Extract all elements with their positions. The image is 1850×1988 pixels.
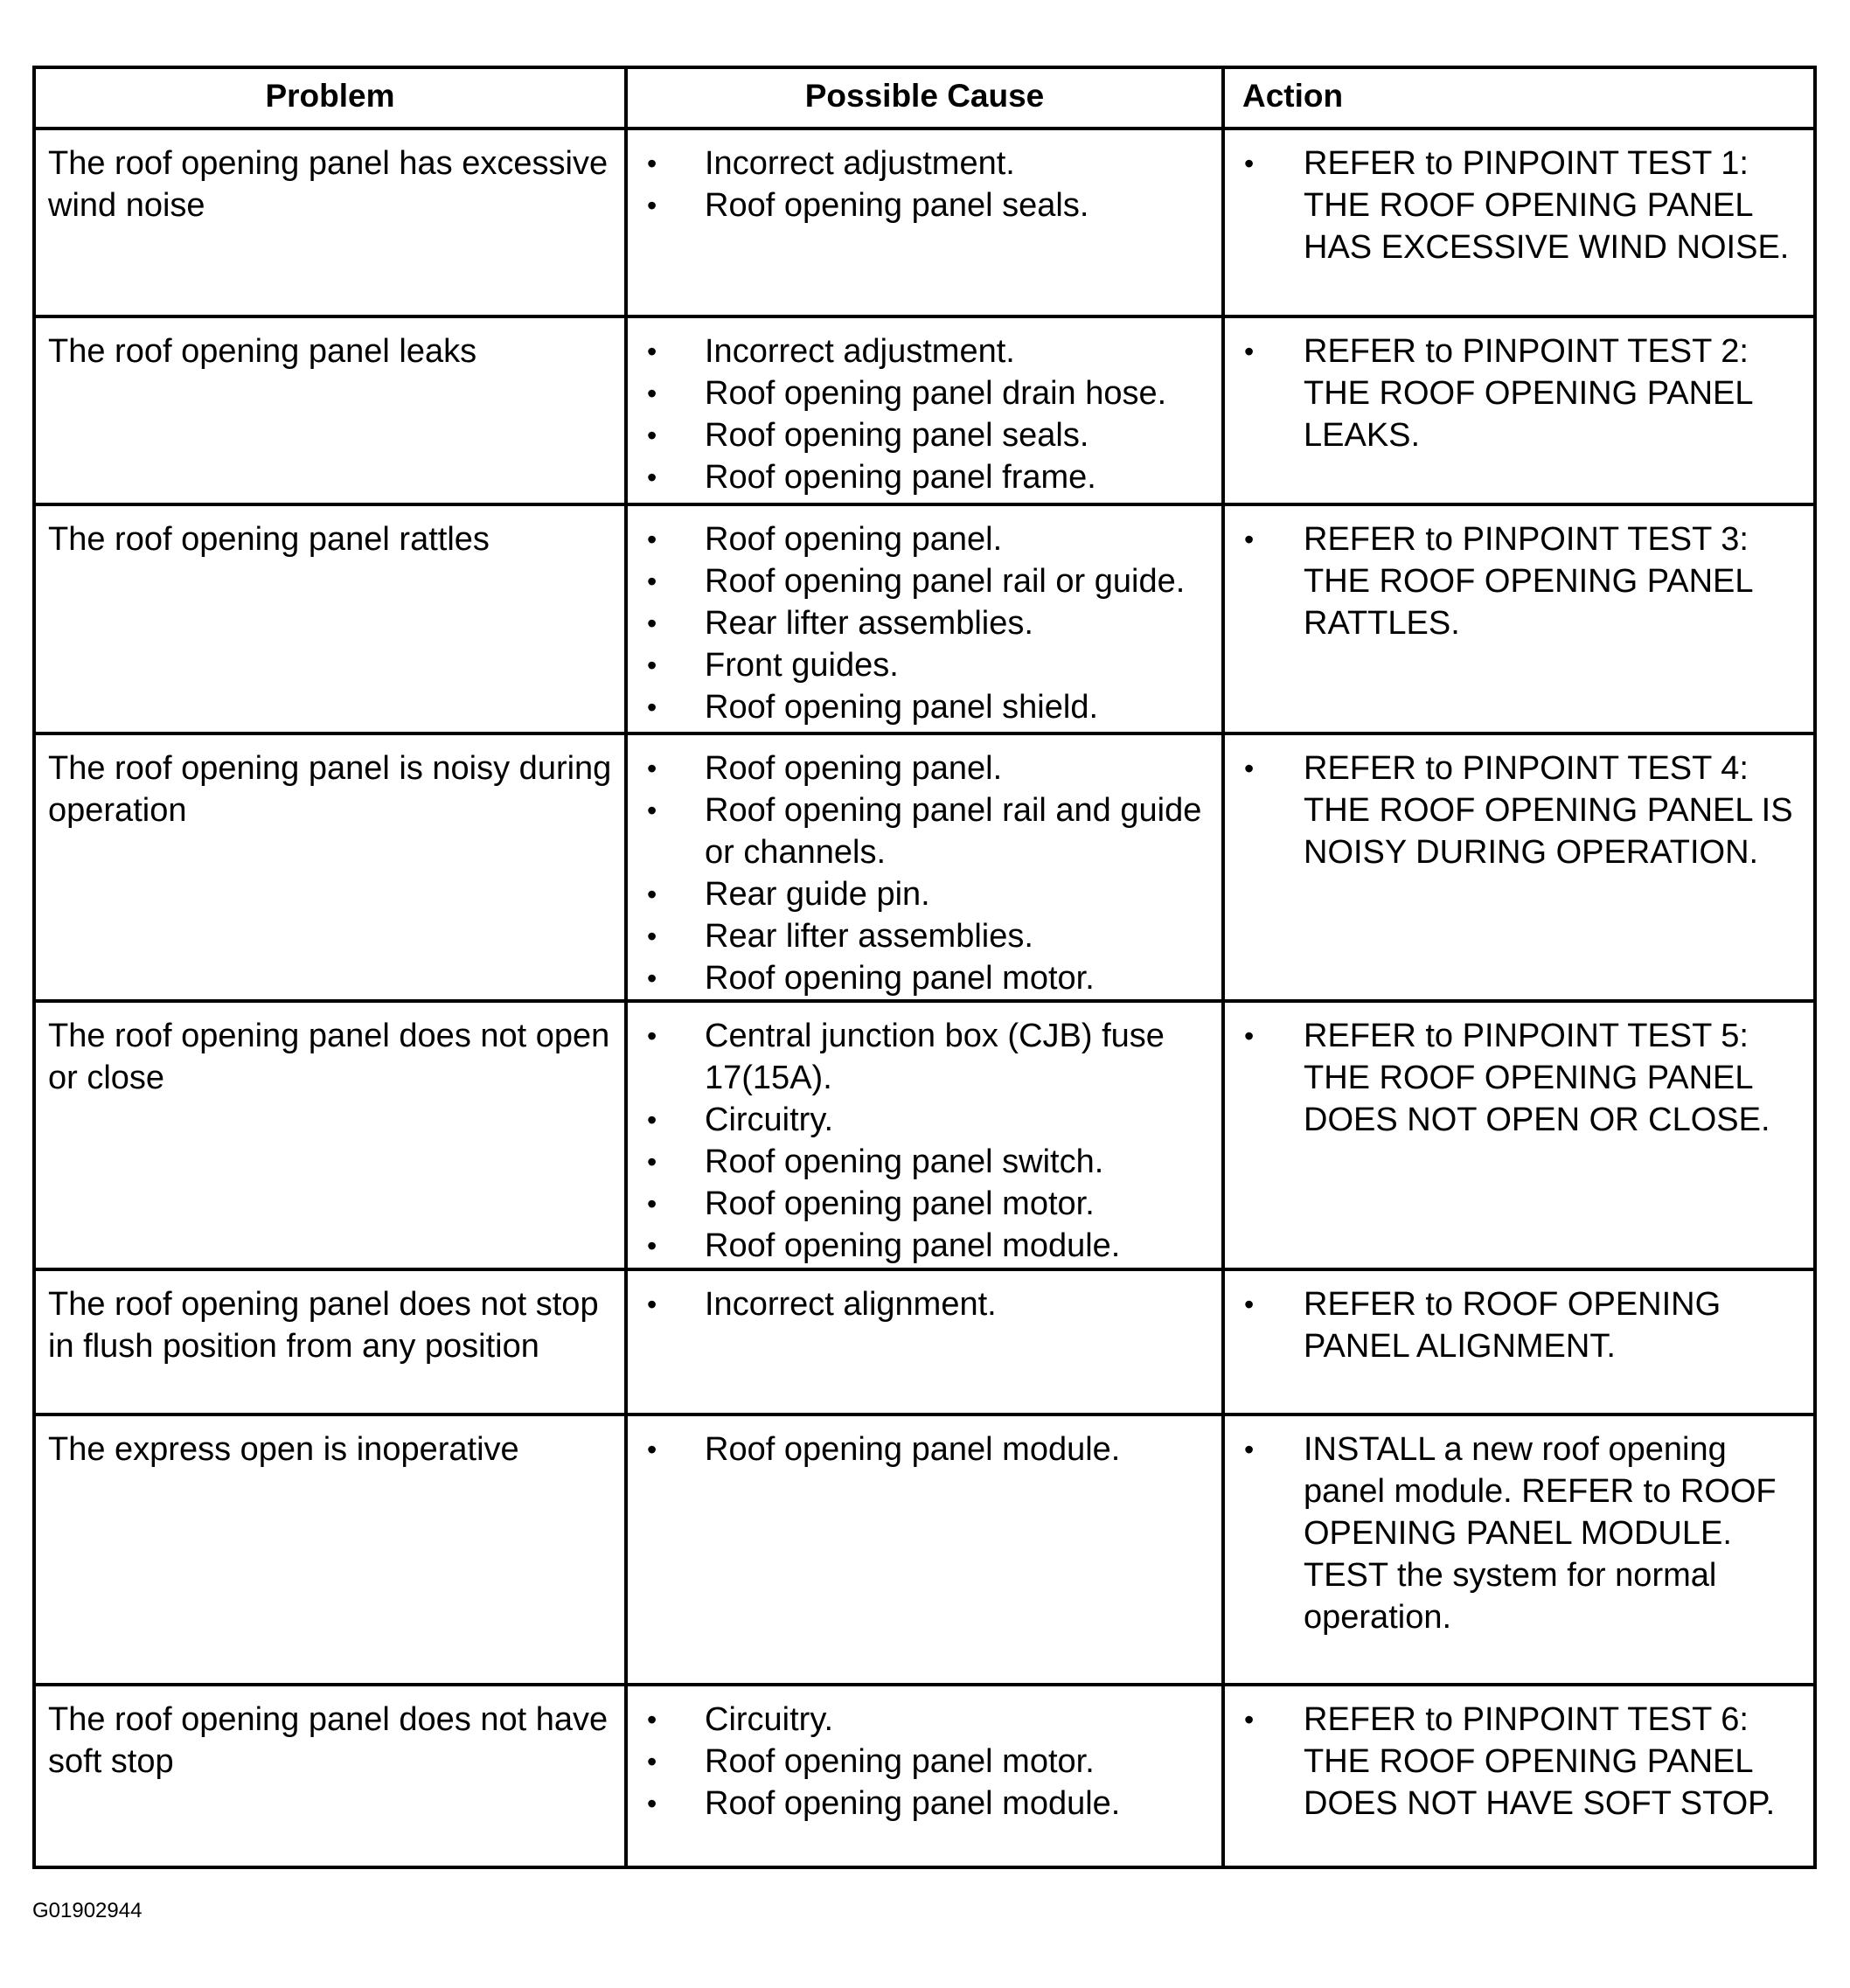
action-item bbox=[1237, 330, 1801, 456]
action-cell bbox=[1223, 129, 1815, 316]
cause-item-text: Rear guide pin. bbox=[705, 876, 930, 913]
cause-item bbox=[640, 1699, 1209, 1741]
bullet-icon: • bbox=[1244, 1289, 1255, 1320]
action-item bbox=[1237, 1428, 1801, 1638]
action-list bbox=[1237, 1428, 1801, 1638]
cause-item bbox=[640, 1099, 1209, 1141]
bullet-icon: • bbox=[647, 879, 657, 910]
action-cell bbox=[1223, 733, 1815, 1001]
bullet-icon: • bbox=[1244, 1020, 1255, 1052]
action-list bbox=[1237, 747, 1801, 873]
diagnostic-table bbox=[32, 66, 1817, 1869]
table-row bbox=[34, 733, 1815, 1001]
problem-header: Problem bbox=[34, 67, 626, 129]
cause-item bbox=[640, 1225, 1209, 1267]
possible-cause-cell bbox=[626, 1001, 1223, 1269]
cause-item bbox=[640, 560, 1209, 602]
possible-cause-header: Possible Cause bbox=[626, 67, 1223, 129]
action-item-text: REFER to ROOF OPENING PANEL ALIGNMENT. bbox=[1304, 1286, 1721, 1365]
action-list bbox=[1237, 1015, 1801, 1141]
bullet-icon: • bbox=[647, 1146, 657, 1178]
cause-item-text: Circuitry. bbox=[705, 1102, 834, 1138]
cause-item bbox=[640, 1015, 1209, 1099]
action-item-text: REFER to PINPOINT TEST 4: THE ROOF OPENING PANEL IS NOISY DURING OPERATION. bbox=[1304, 750, 1793, 871]
action-cell bbox=[1223, 1001, 1815, 1269]
cause-item bbox=[640, 372, 1209, 414]
problem-cell: The roof opening panel does not open or close bbox=[34, 1001, 626, 1269]
possible-cause-cell bbox=[626, 504, 1223, 733]
bullet-icon: • bbox=[1244, 1434, 1255, 1465]
cause-item bbox=[640, 1783, 1209, 1825]
cause-item-text: Roof opening panel seals. bbox=[705, 417, 1089, 454]
cause-item bbox=[640, 789, 1209, 873]
bullet-icon: • bbox=[647, 753, 657, 784]
bullet-icon: • bbox=[647, 378, 657, 409]
cause-item-text: Roof opening panel module. bbox=[705, 1227, 1121, 1264]
cause-item bbox=[640, 747, 1209, 789]
table-body bbox=[34, 129, 1815, 1867]
cause-item-text: Roof opening panel motor. bbox=[705, 1185, 1095, 1222]
action-list bbox=[1237, 330, 1801, 456]
bullet-icon: • bbox=[1244, 524, 1255, 555]
cause-item bbox=[640, 518, 1209, 560]
bullet-icon: • bbox=[647, 148, 657, 179]
problem-cell: The roof opening panel rattles bbox=[34, 504, 626, 733]
table-row bbox=[34, 129, 1815, 316]
cause-item bbox=[640, 330, 1209, 372]
bullet-icon: • bbox=[647, 190, 657, 221]
cause-item bbox=[640, 873, 1209, 915]
action-item bbox=[1237, 1015, 1801, 1141]
table-row bbox=[34, 1001, 1815, 1269]
action-item-text: REFER to PINPOINT TEST 2: THE ROOF OPENING PANEL LEAKS. bbox=[1304, 333, 1753, 454]
problem-cell: The roof opening panel is noisy during operation bbox=[34, 733, 626, 1001]
cause-item bbox=[640, 915, 1209, 957]
cause-item-text: Incorrect adjustment. bbox=[705, 145, 1015, 182]
possible-cause-list bbox=[640, 747, 1209, 999]
bullet-icon: • bbox=[1244, 1704, 1255, 1735]
action-item bbox=[1237, 1699, 1801, 1825]
action-item-text: REFER to PINPOINT TEST 1: THE ROOF OPENING PANEL HAS EXCESSIVE WIND NOISE. bbox=[1304, 145, 1790, 266]
action-cell bbox=[1223, 504, 1815, 733]
bullet-icon: • bbox=[647, 1704, 657, 1735]
cause-item bbox=[640, 1183, 1209, 1225]
cause-item bbox=[640, 1428, 1209, 1470]
action-item bbox=[1237, 1283, 1801, 1367]
bullet-icon: • bbox=[1244, 148, 1255, 179]
possible-cause-list bbox=[640, 1283, 1209, 1325]
action-item-text: REFER to PINPOINT TEST 3: THE ROOF OPENING PANEL RATTLES. bbox=[1304, 521, 1753, 642]
action-list bbox=[1237, 518, 1801, 644]
cause-item-text: Rear lifter assemblies. bbox=[705, 918, 1033, 955]
bullet-icon: • bbox=[647, 1434, 657, 1465]
possible-cause-cell bbox=[626, 316, 1223, 504]
cause-item bbox=[640, 1283, 1209, 1325]
bullet-icon: • bbox=[647, 1020, 657, 1052]
cause-item bbox=[640, 456, 1209, 498]
cause-item-text: Roof opening panel rail or guide. bbox=[705, 563, 1186, 600]
action-cell bbox=[1223, 1269, 1815, 1415]
action-item bbox=[1237, 142, 1801, 268]
bullet-icon: • bbox=[647, 1746, 657, 1777]
bullet-icon: • bbox=[647, 795, 657, 826]
problem-cell: The roof opening panel does not have soft stop bbox=[34, 1685, 626, 1867]
action-cell bbox=[1223, 1685, 1815, 1867]
problem-cell: The express open is inoperative bbox=[34, 1415, 626, 1685]
possible-cause-list bbox=[640, 1015, 1209, 1267]
cause-item bbox=[640, 602, 1209, 644]
cause-item-text: Roof opening panel drain hose. bbox=[705, 375, 1167, 412]
possible-cause-cell bbox=[626, 1269, 1223, 1415]
bullet-icon: • bbox=[647, 1104, 657, 1136]
table-row bbox=[34, 1685, 1815, 1867]
bullet-icon: • bbox=[647, 524, 657, 555]
possible-cause-list bbox=[640, 1428, 1209, 1470]
action-list bbox=[1237, 1699, 1801, 1825]
bullet-icon: • bbox=[647, 921, 657, 952]
action-header: Action bbox=[1223, 67, 1815, 129]
possible-cause-cell bbox=[626, 733, 1223, 1001]
bullet-icon: • bbox=[647, 1230, 657, 1262]
action-item bbox=[1237, 518, 1801, 644]
table-row bbox=[34, 316, 1815, 504]
cause-item bbox=[640, 644, 1209, 686]
bullet-icon: • bbox=[647, 692, 657, 723]
possible-cause-cell bbox=[626, 1415, 1223, 1685]
cause-item-text: Roof opening panel frame. bbox=[705, 459, 1096, 496]
possible-cause-cell bbox=[626, 1685, 1223, 1867]
possible-cause-cell bbox=[626, 129, 1223, 316]
cause-item bbox=[640, 1141, 1209, 1183]
cause-item-text: Front guides. bbox=[705, 647, 899, 684]
cause-item-text: Roof opening panel motor. bbox=[705, 960, 1095, 997]
cause-item-text: Central junction box (CJB) fuse 17(15A). bbox=[705, 1018, 1165, 1096]
bullet-icon: • bbox=[647, 963, 657, 994]
possible-cause-list bbox=[640, 1699, 1209, 1825]
action-list bbox=[1237, 1283, 1801, 1367]
cause-item-text: Circuitry. bbox=[705, 1701, 834, 1738]
cause-item bbox=[640, 686, 1209, 728]
cause-item-text: Incorrect adjustment. bbox=[705, 333, 1015, 370]
bullet-icon: • bbox=[647, 1289, 657, 1320]
bullet-icon: • bbox=[647, 420, 657, 451]
problem-cell: The roof opening panel has excessive wind noise bbox=[34, 129, 626, 316]
table-row bbox=[34, 504, 1815, 733]
bullet-icon: • bbox=[1244, 753, 1255, 784]
cause-item bbox=[640, 414, 1209, 456]
possible-cause-list bbox=[640, 330, 1209, 498]
table-row bbox=[34, 1269, 1815, 1415]
figure-id: G01902944 bbox=[32, 1899, 143, 1922]
problem-cell: The roof opening panel does not stop in flush position from any position bbox=[34, 1269, 626, 1415]
action-list bbox=[1237, 142, 1801, 268]
cause-item-text: Roof opening panel shield. bbox=[705, 689, 1099, 726]
bullet-icon: • bbox=[647, 462, 657, 493]
cause-item-text: Roof opening panel rail and guide or channels. bbox=[705, 792, 1202, 871]
cause-item-text: Incorrect alignment. bbox=[705, 1286, 997, 1323]
cause-item-text: Rear lifter assemblies. bbox=[705, 605, 1033, 642]
problem-cell: The roof opening panel leaks bbox=[34, 316, 626, 504]
action-cell bbox=[1223, 316, 1815, 504]
cause-item-text: Roof opening panel seals. bbox=[705, 187, 1089, 224]
cause-item bbox=[640, 142, 1209, 184]
bullet-icon: • bbox=[647, 566, 657, 597]
cause-item bbox=[640, 184, 1209, 226]
action-cell bbox=[1223, 1415, 1815, 1685]
possible-cause-list bbox=[640, 142, 1209, 226]
cause-item-text: Roof opening panel module. bbox=[705, 1431, 1121, 1468]
cause-item-text: Roof opening panel. bbox=[705, 750, 1003, 787]
bullet-icon: • bbox=[647, 336, 657, 367]
bullet-icon: • bbox=[1244, 336, 1255, 367]
cause-item-text: Roof opening panel motor. bbox=[705, 1743, 1095, 1780]
possible-cause-list bbox=[640, 518, 1209, 728]
header-row bbox=[34, 67, 1815, 129]
bullet-icon: • bbox=[647, 1788, 657, 1819]
action-item-text: REFER to PINPOINT TEST 6: THE ROOF OPENING PANEL DOES NOT HAVE SOFT STOP. bbox=[1304, 1701, 1776, 1822]
action-item-text: REFER to PINPOINT TEST 5: THE ROOF OPENING PANEL DOES NOT OPEN OR CLOSE. bbox=[1304, 1018, 1770, 1138]
cause-item-text: Roof opening panel switch. bbox=[705, 1143, 1104, 1180]
action-item-text: INSTALL a new roof opening panel module. REFER to ROOF OPENING PANEL MODULE. TEST the system for normal operation. bbox=[1304, 1431, 1777, 1636]
cause-item bbox=[640, 1741, 1209, 1783]
cause-item bbox=[640, 957, 1209, 999]
cause-item-text: Roof opening panel module. bbox=[705, 1785, 1121, 1822]
bullet-icon: • bbox=[647, 1188, 657, 1220]
table-row bbox=[34, 1415, 1815, 1685]
bullet-icon: • bbox=[647, 608, 657, 639]
action-item bbox=[1237, 747, 1801, 873]
cause-item-text: Roof opening panel. bbox=[705, 521, 1003, 558]
bullet-icon: • bbox=[647, 650, 657, 681]
